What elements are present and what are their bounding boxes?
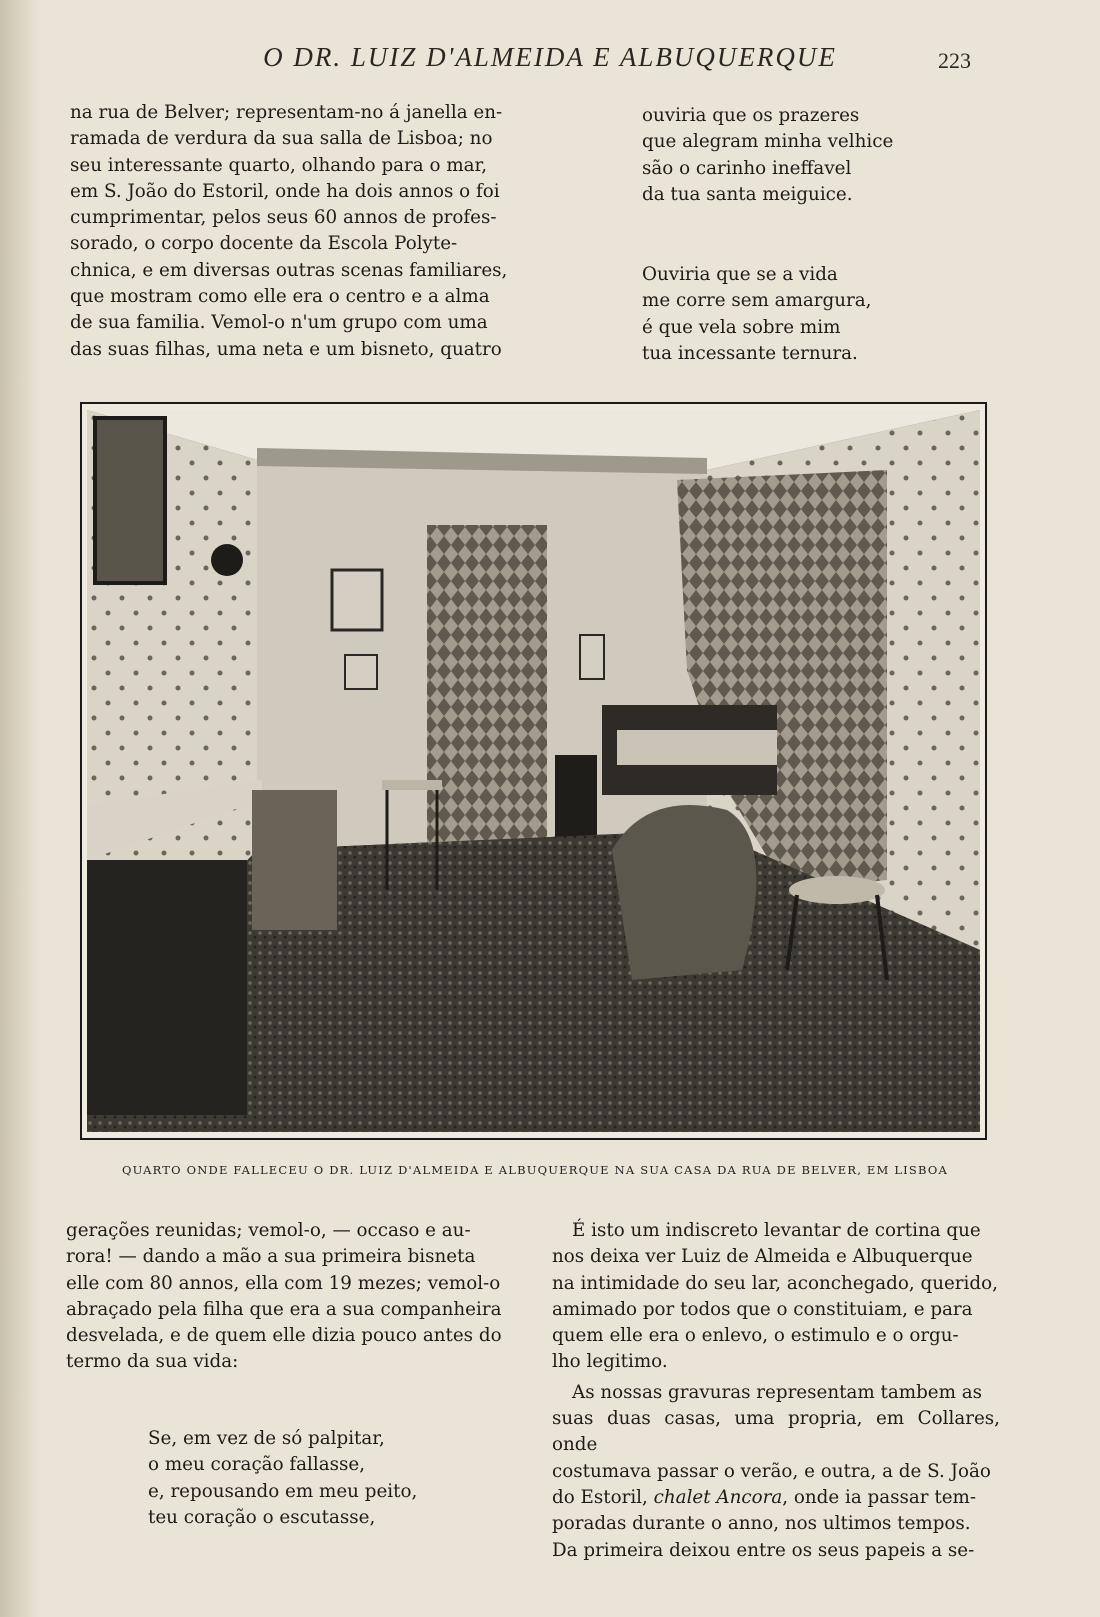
text-line: ramada de verdura da sua salla de Lisboa; no	[70, 128, 493, 150]
text-segment: , onde ia passar tem-	[782, 1486, 977, 1508]
top-right-verse-stanza-2	[642, 262, 871, 367]
bottom-left-column	[66, 1218, 514, 1376]
text-line: na rua de Belver; representam-no á janella en-	[70, 102, 503, 123]
verse-line: Ouviria que se a vida	[642, 264, 838, 285]
text-line: As nossas gravuras representam tambem as	[572, 1381, 983, 1403]
text-line: cumprimentar, pelos seus 60 annos de profes-	[70, 207, 497, 229]
verse-line: que alegram minha velhice	[642, 131, 894, 153]
text-line: suas duas casas, uma propria, em Collares, onde	[552, 1408, 1000, 1456]
photo-caption: QUARTO ONDE FALLECEU O DR. LUIZ D'ALMEIDA E ALBUQUERQUE NA SUA CASA DA RUA DE BELVER, EM LISBOA	[121, 1163, 948, 1177]
text-line: chnica, e em diversas outras scenas familiares,	[70, 259, 508, 281]
verse-line: me corre sem amargura,	[642, 290, 872, 312]
verse-line: Se, em vez de só palpitar,	[148, 1428, 385, 1449]
text-line: das suas filhas, uma neta e um bisneto, quatro	[70, 338, 502, 360]
verse-line: e, repousando em meu peito,	[148, 1480, 418, 1502]
bedroom-photograph	[80, 402, 987, 1140]
text-line: sorado, o corpo docente da Escola Polyte-	[70, 233, 458, 255]
text-line-mixed	[552, 1485, 1000, 1511]
text-line: quem elle era o enlevo, o estimulo e o orgu-	[552, 1325, 959, 1347]
running-title: O DR. LUIZ D'ALMEIDA E ALBUQUERQUE	[263, 42, 837, 72]
text-line: poradas durante o anno, nos ultimos tempos.	[552, 1513, 971, 1535]
verse-line: é que vela sobre mim	[642, 316, 841, 338]
bottom-left-verse	[148, 1426, 417, 1531]
text-line: costumava passar o verão, e outra, a de S. João	[552, 1460, 991, 1482]
text-line: termo da sua vida:	[66, 1351, 239, 1373]
text-line: nos deixa ver Luiz de Almeida e Albuquerque	[552, 1246, 973, 1268]
text-line: desvelada, e de quem elle dizia pouco antes do	[66, 1325, 502, 1347]
text-line: seu interessante quarto, olhando para o mar,	[70, 154, 488, 176]
verse-line: ouviria que os prazeres	[642, 105, 860, 126]
text-line: elle com 80 annos, ella com 19 mezes; vemol-o	[66, 1272, 501, 1294]
text-line: Da primeira deixou entre os seus papeis a se-	[552, 1539, 975, 1561]
verse-line: teu coração o escutasse,	[148, 1506, 376, 1528]
verse-line: são o carinho ineffavel	[642, 157, 852, 179]
verse-line: o meu coração fallasse,	[148, 1454, 366, 1476]
page-gutter-shadow	[0, 0, 40, 1617]
text-line: de sua familia. Vemol-o n'um grupo com uma	[70, 312, 488, 334]
text-segment: do Estoril,	[552, 1486, 654, 1508]
text-line: É isto um indiscreto levantar de cortina que	[572, 1220, 981, 1241]
page-number: 223	[938, 48, 971, 73]
text-line: lho legitimo.	[552, 1351, 668, 1373]
verse-line: da tua santa meiguice.	[642, 183, 853, 205]
text-line: abraçado pela filha que era a sua companheira	[66, 1298, 502, 1320]
text-line: que mostram como elle era o centro e a alma	[70, 286, 490, 308]
text-line: amimado por todos que o constituiam, e para	[552, 1298, 973, 1320]
bottom-right-column	[552, 1218, 1000, 1564]
text-line: rora! — dando a mão a sua primeira bisneta	[66, 1246, 476, 1268]
bedroom-engraving-image	[87, 410, 980, 1132]
italic-house-name: chalet Ancora	[653, 1486, 783, 1508]
top-left-column	[70, 100, 515, 363]
verse-line: tua incessante ternura.	[642, 342, 858, 364]
top-right-verse-stanza-1	[642, 103, 893, 208]
text-line: em S. João do Estoril, onde ha dois annos o foi	[70, 180, 500, 202]
text-line: gerações reunidas; vemol-o, — occaso e au-	[66, 1220, 471, 1241]
text-line: na intimidade do seu lar, aconchegado, querido,	[552, 1272, 998, 1294]
